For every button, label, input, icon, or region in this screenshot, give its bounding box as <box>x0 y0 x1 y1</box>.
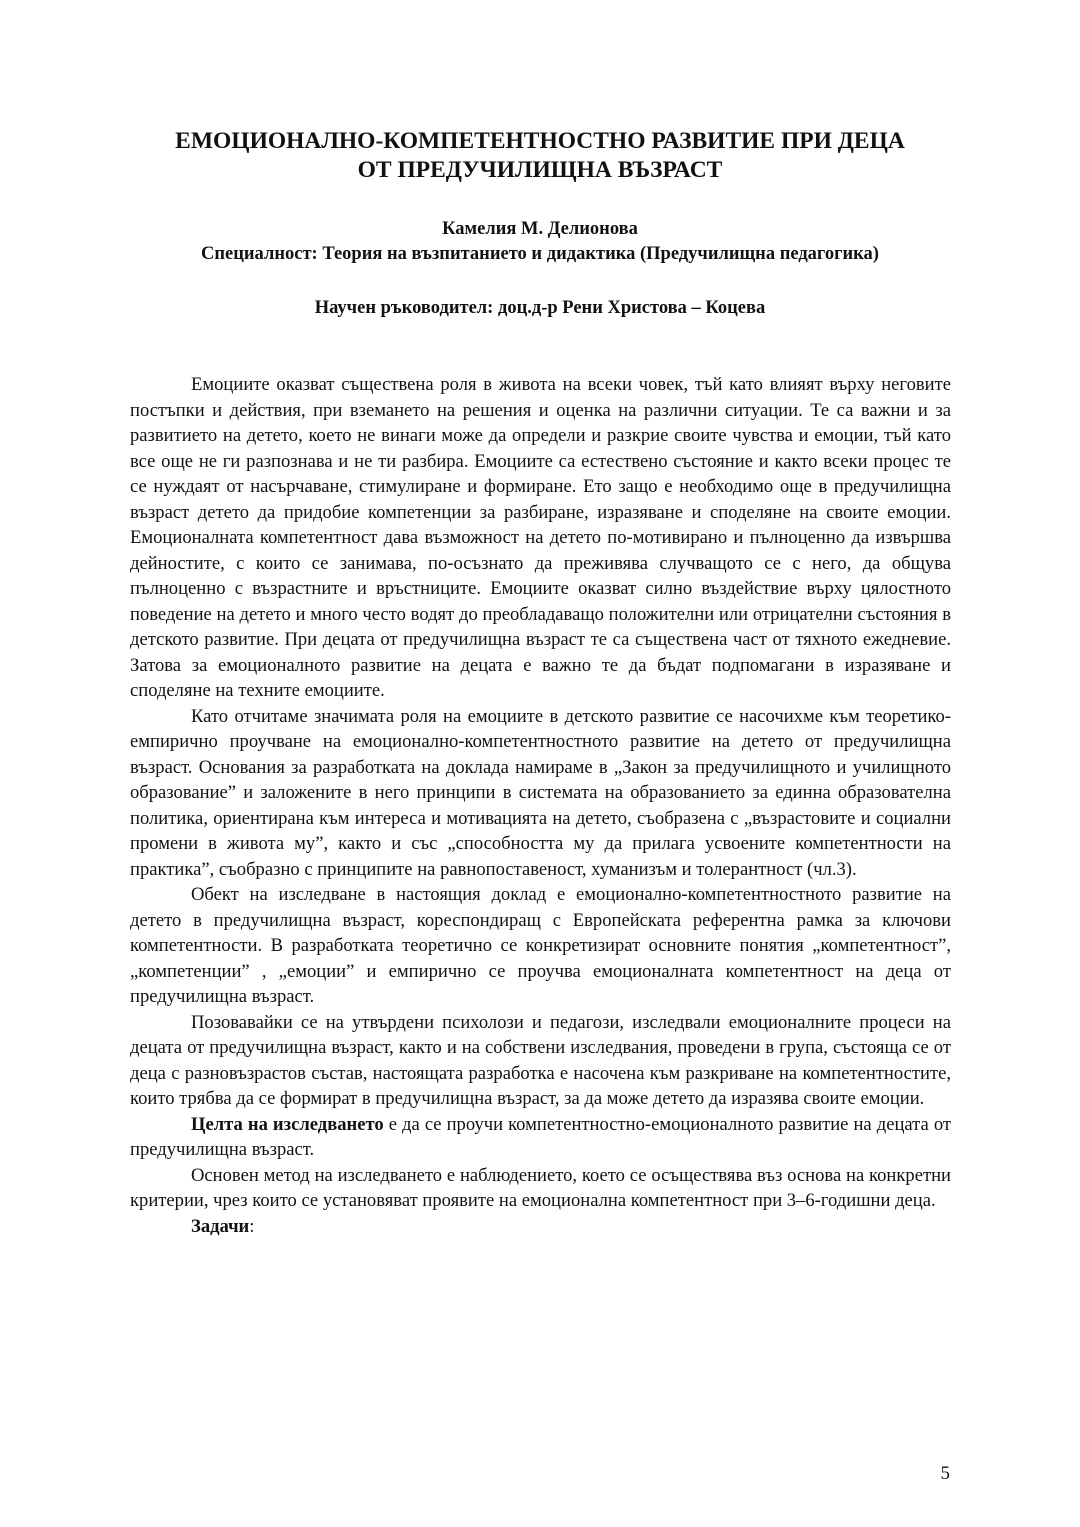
research-goal-label: Целта на изследването <box>191 1113 384 1135</box>
paragraph-1: Емоциите оказват съществена роля в живота на всеки човек, тъй като влияят върху неговите постъпки и действия, при вземането на решения и оценка на различни ситуации. Те са важни и за развитието на детето, което не винаги може да определи и разкрие своите чувства и емоции, тъй като все още не ги разпознава и не ти разбира. Емоциите са естествено състояние и както всеки процес те се нуждаят от насърчаване, стимулиране и формиране. Ето защо е необходимо още в предучилищна възраст детето да придобие компетенции за разбиране, изразяване и споделяне на своите емоции. Емоционалната компетентност дава възможност на детето по-мотивирано и пълноценно да извършва дейностите, с които се занимава, по-осъзнато да преживява случващото се с него, да общува пълноценно с възрастните и връстниците. Емоциите оказват силно въздействие върху цялостното поведение на детето и много често водят до преобладаващо положителни или отрицателни състояния в детското развитие. При децата от предучилищна възраст те са съществена част от тяхното ежедневие. Затова за емоционалното развитие на децата е важно те да бъдат подпомагани в изразяване и споделяне на техните емоциите. <box>130 374 951 701</box>
paragraph-6: Основен метод на изследването е наблюдението, което се осъществява въз основа на конкретни критерии, чрез които се установяват проявите на емоционална компетентност при 3–6-годишни деца. <box>130 1164 951 1211</box>
title-line-2: ОТ ПРЕДУЧИЛИЩНА ВЪЗРАСТ <box>357 157 723 183</box>
paragraph-2: Като отчитаме значимата роля на емоциите в детското развитие се насочихме към теоретико-емпирично проучване на емоционално-компетентностното развитие на детето от предучилищна възраст. Основания за разработката на доклада намираме в „Закон за предучилищното и училищното образование” и заложените в него принципи в системата на образованието за единна образователна политика, ориентирана към интереса и мотивацията на детето, съобразена с „възрастовите и социални промени в живота му”, както и със „способността му да прилага усвоените компетентности на практика”, съобразно с принципите на равнопоставеност, хуманизъм и толерантност (чл.3). <box>130 705 951 880</box>
supervisor-line: Научен ръководител: доц.д-р Рени Христова – Коцева <box>314 298 766 318</box>
paragraph-7 <box>130 1214 951 1240</box>
title-line-1: ЕМОЦИОНАЛНО-КОМПЕТЕНТНОСТНО РАЗВИТИЕ ПРИ ДЕЦА <box>175 128 905 154</box>
specialty-line: Специалност: Теория на възпитанието и дидактика (Предучилищна педагогика) <box>201 244 879 264</box>
body-text <box>130 372 951 1239</box>
paragraph-5 <box>130 1112 951 1163</box>
page-title <box>100 127 980 185</box>
tasks-colon: : <box>249 1215 255 1237</box>
author-name: Камелия М. Делионова <box>442 219 638 239</box>
paragraph-3: Обект на изследване в настоящия доклад е емоционално-компетентностното развитие на детето в предучилищна възраст, кореспондиращ с Европейската референтна рамка за ключови компетентности. В разработката теоретично се конкретизират основните понятия „компетентност”, „компетенции” , „емоции” и емпирично се проучва емоционалната компетентност на деца от предучилищна възраст. <box>130 884 951 1007</box>
research-goal-text: е да се проучи компетентностно-емоционалното развитие на децата от предучилищна възраст. <box>130 1113 952 1160</box>
page-number: 5 <box>940 1463 950 1484</box>
paragraph-4: Позовавайки се на утвърдени психолози и педагози, изследвали емоционалните процеси на децата от предучилищна възраст, както и на собствени изследвания, проведени в група, състояща се от деца с разновъзрастов състав, настоящата разработка е насочена към разкриване на компетентностите, които трябва да се формират в предучилищна възраст, за да може детето да изразява своите емоции. <box>130 1011 951 1109</box>
tasks-label: Задачи <box>191 1215 250 1237</box>
